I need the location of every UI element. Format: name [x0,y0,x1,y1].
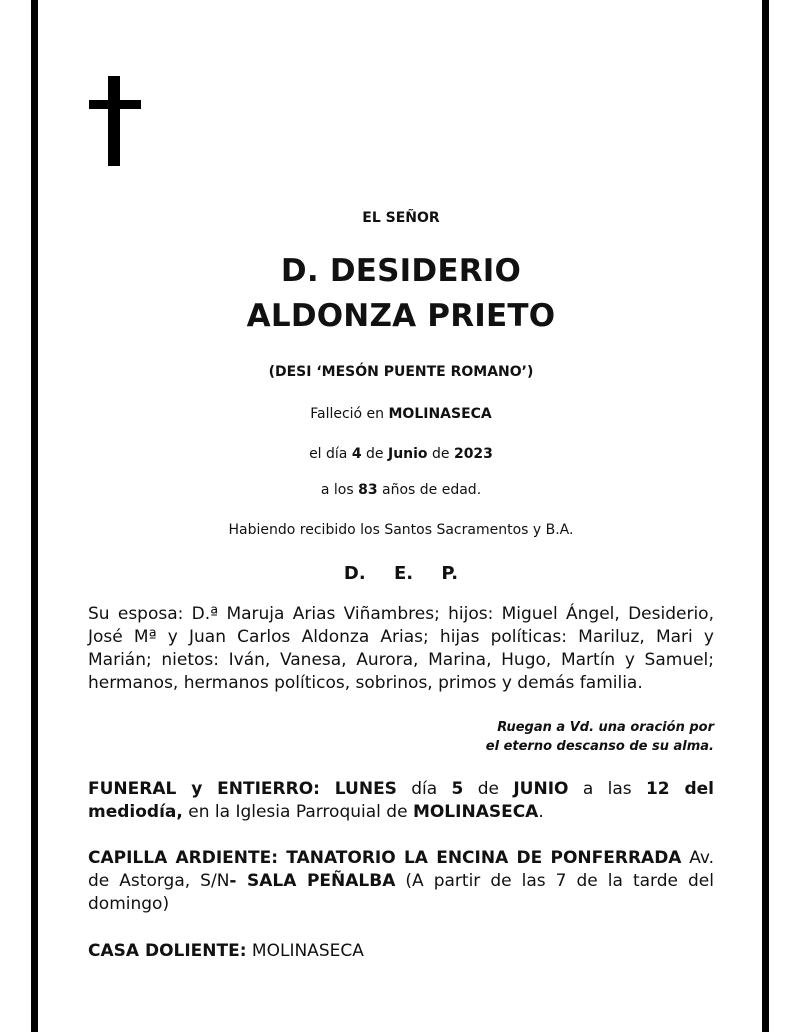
death-month: Junio [387,446,428,462]
deceased-name-line1: D. DESIDERIO [280,253,522,289]
funeral-paragraph: FUNERAL y ENTIERRO: LUNES día 5 de JUNIO a las 12 del mediodía, en la Iglesia Parroquial de MOLINASECA. [88,779,714,822]
death-place-line: Falleció en MOLINASECA [310,406,492,422]
right-border-bar [762,0,769,1032]
left-border-bar [31,0,38,1032]
casa-doliente-paragraph: CASA DOLIENTE: MOLINASECA [88,941,364,961]
prayer-request: Ruegan a Vd. una oración por el eterno descanso de su alma. [485,720,714,754]
deceased-name-line2: ALDONZA PRIETO [246,298,556,334]
capilla-paragraph: CAPILLA ARDIENTE: TANATORIO LA ENCINA DE PONFERRADA Av. de Astorga, S/N- SALA PEÑALBA (A partir de las 7 de la tarde del domingo) [88,848,714,914]
deceased-nickname: (DESI ‘MESÓN PUENTE ROMANO’) [268,364,534,380]
cross-icon [89,76,141,166]
sacraments-line: Habiendo recibido los Santos Sacramentos y B.A. [228,522,574,538]
death-year: 2023 [453,446,493,462]
age-line: a los 83 años de edad. [320,482,482,498]
death-day: 4 [351,446,362,462]
dep-initials: D. E. P. [343,563,459,584]
family-paragraph: Su esposa: D.ª Maruja Arias Viñambres; hijos: Miguel Ángel, Desiderio, José Mª y Juan Carlos Aldonza Arias; hijas políticas: Mariluz, Mari y Marián; nietos: Iván, Vanesa, Aurora, Marina, Hugo, Martín y Samuel; hermanos, hermanos políticos, sobrinos, primos y demás familia. [88,604,714,693]
death-place: MOLINASECA [388,406,492,422]
death-date-line: el día 4 de Junio de 2023 [309,446,493,462]
age-value: 83 [358,482,378,498]
intro-title: EL SEÑOR [362,210,440,226]
